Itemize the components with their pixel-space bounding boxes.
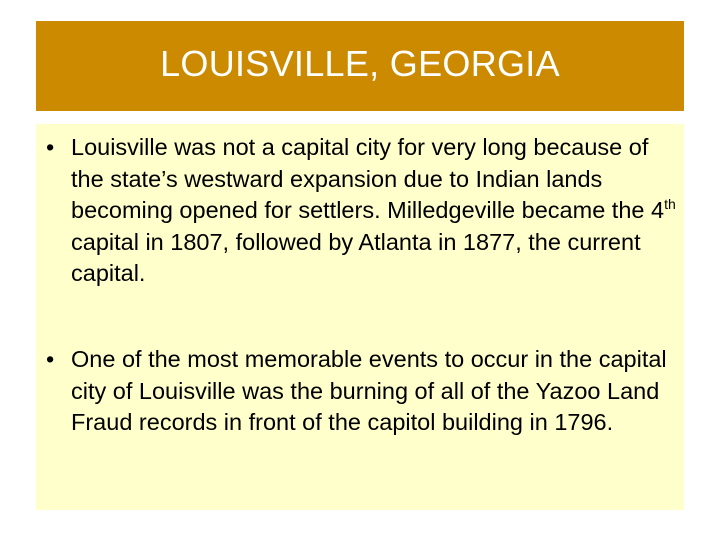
bullet-text-part: capital in 1807, followed by Atlanta in 1877, the current capital. <box>71 228 641 287</box>
bullet-icon: • <box>46 346 55 372</box>
content-box <box>36 124 684 510</box>
bullet-text-part: Louisville was not a capital city for very long because of the state’s westward expansion due to Indian lands becoming opened for settlers. Milledgeville became the 4 <box>71 134 665 224</box>
bullet-text: One of the most memorable events to occur in the capital city of Louisville was the burning of all of the Yazoo Land Fraud records in front of the capitol building in 1796. <box>71 346 667 436</box>
slide-title: LOUISVILLE, GEORGIA <box>160 43 560 84</box>
title-bar <box>36 21 684 111</box>
bullet-text <box>71 132 681 290</box>
bullet-icon: • <box>46 134 55 160</box>
ordinal-superscript: th <box>664 196 676 213</box>
